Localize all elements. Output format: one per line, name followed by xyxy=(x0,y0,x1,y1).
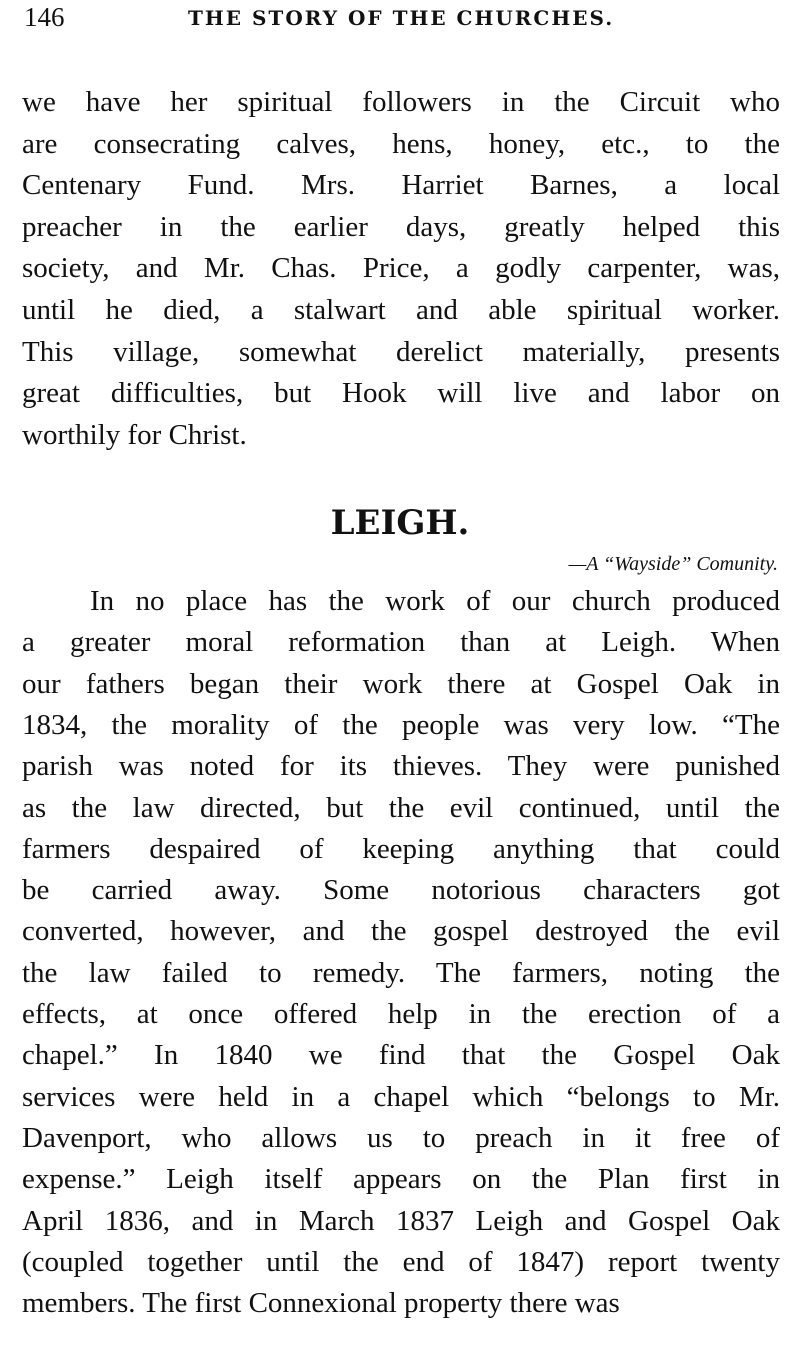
text-line: Davenport, who allows us to preach in it free of xyxy=(22,1121,780,1154)
text-line: (coupled together until the end of 1847) report twenty xyxy=(22,1245,780,1278)
text-line: farmers despaired of keeping anything that could xyxy=(22,832,780,865)
text-line: worthily for Christ. xyxy=(22,418,247,451)
text-line: are consecrating calves, hens, honey, etc., to the xyxy=(22,127,780,160)
running-title: THE STORY OF THE CHURCHES. xyxy=(188,6,615,30)
text-line: parish was noted for its thieves. They were punished xyxy=(22,750,780,783)
text-line: chapel.” In 1840 we find that the Gospel Oak xyxy=(22,1039,780,1072)
text-line: expense.” Leigh itself appears on the Plan first in xyxy=(22,1163,780,1196)
page-number: 146 xyxy=(24,2,65,32)
text-line: a greater moral reformation than at Leigh. When xyxy=(22,626,780,659)
section-title: LEIGH. xyxy=(330,503,470,543)
text-line: until he died, a stalwart and able spiritual worker. xyxy=(22,294,780,326)
text-line: April 1836, and in March 1837 Leigh and Gospel Oak xyxy=(22,1204,780,1237)
text-line: effects, at once offered help in the erection of a xyxy=(22,998,780,1030)
text-line: the law failed to remedy. The farmers, noting the xyxy=(22,956,780,989)
text-line: Centenary Fund. Mrs. Harriet Barnes, a local xyxy=(22,169,780,202)
text-line: This village, somewhat derelict materially, presents xyxy=(22,335,780,368)
text-line: services were held in a chapel which “belongs to Mr. xyxy=(22,1080,780,1113)
text-line: as the law directed, but the evil continued, until the xyxy=(22,791,780,824)
text-line: great difficulties, but Hook will live and labor on xyxy=(22,377,780,410)
text-line: we have her spiritual followers in the Circuit who xyxy=(22,86,780,118)
text-line: In no place has the work of our church produced xyxy=(90,585,780,617)
text-line: preacher in the earlier days, greatly helped this xyxy=(22,210,780,243)
running-header xyxy=(0,0,800,40)
text-line: be carried away. Some notorious characters got xyxy=(22,874,780,907)
text-line: 1834, the morality of the people was very low. “The xyxy=(22,708,780,741)
text-line: members. The first Connexional property there was xyxy=(22,1287,620,1320)
text-line: our fathers began their work there at Gospel Oak in xyxy=(22,667,780,700)
text-line: converted, however, and the gospel destroyed the evil xyxy=(22,915,780,948)
text-line: society, and Mr. Chas. Price, a godly carpenter, was, xyxy=(22,252,780,285)
section-epigraph: —A “Wayside” Comunity. xyxy=(568,553,778,575)
